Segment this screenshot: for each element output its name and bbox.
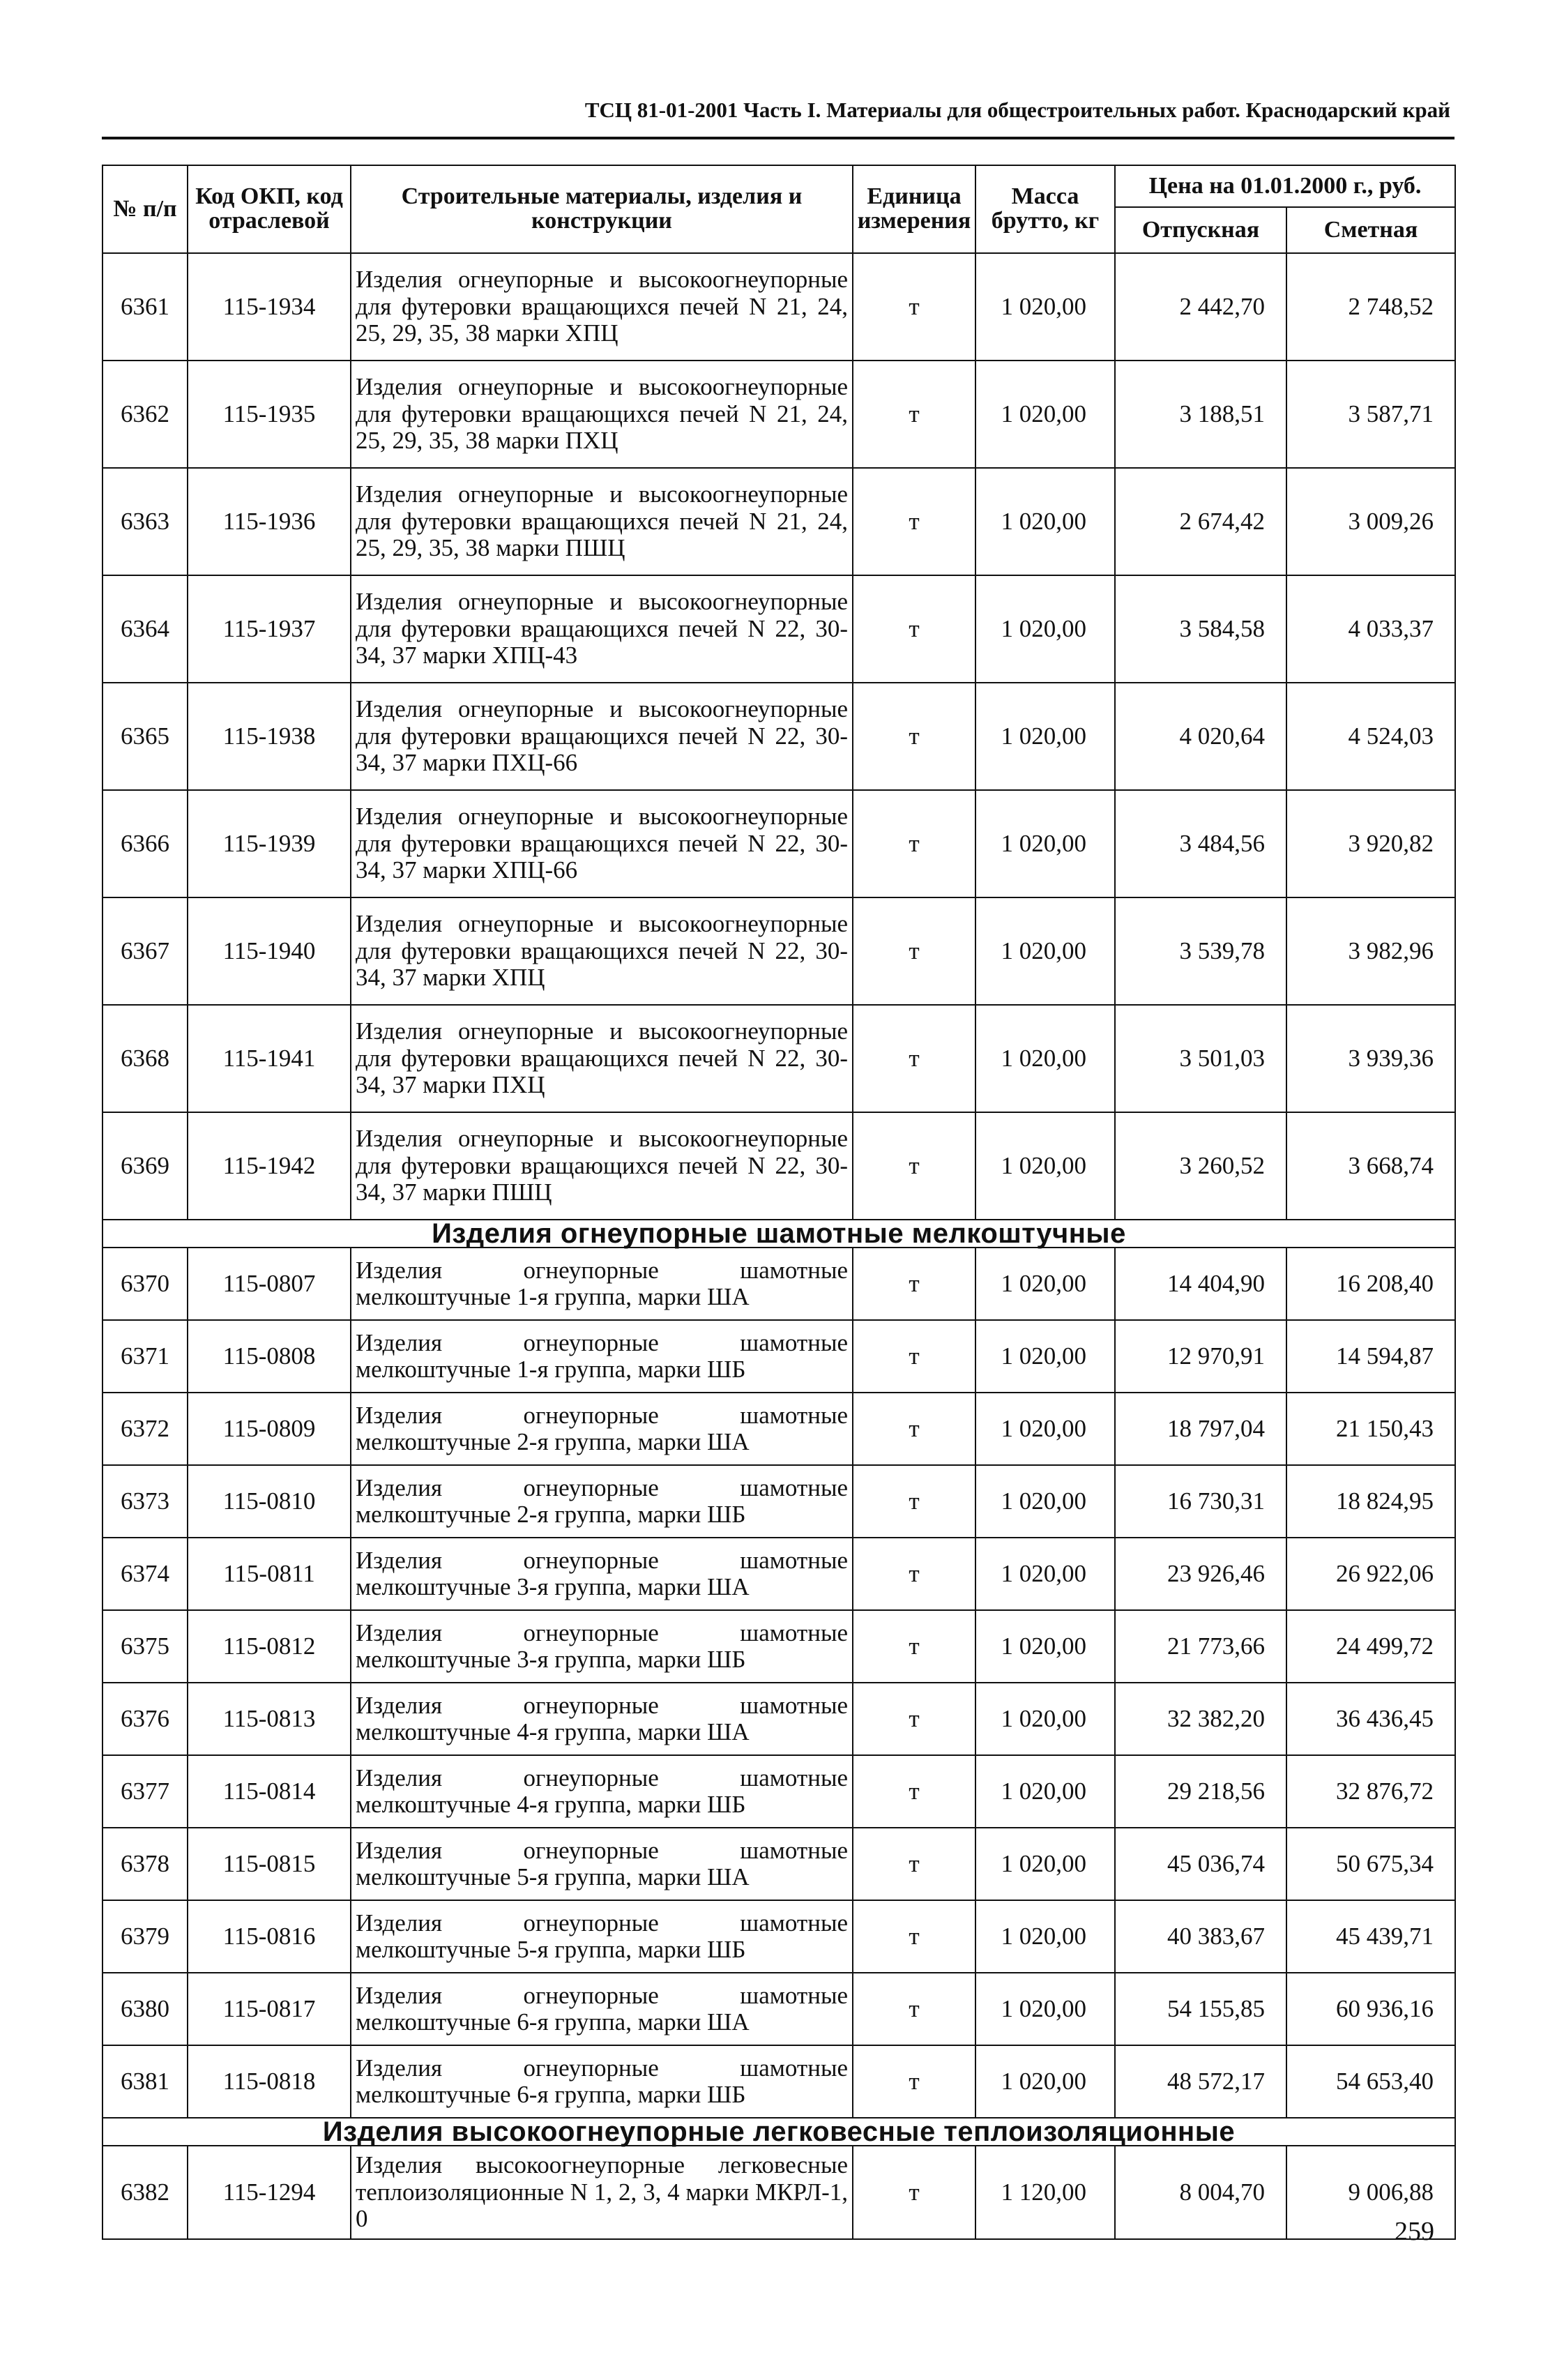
- table-row: [102, 361, 1455, 468]
- release-price: 3 260,52: [1115, 1112, 1286, 1220]
- release-price: 2 442,70: [1115, 253, 1286, 361]
- release-price: 3 501,03: [1115, 1005, 1286, 1112]
- release-price: 21 773,66: [1115, 1610, 1286, 1683]
- material-description: Изделия огнеупорные шамотные мелкоштучные 6-я группа, марки ША: [351, 1973, 853, 2045]
- col-price-group-header: Цена на 01.01.2000 г., руб.: [1115, 165, 1455, 207]
- okp-code: 115-0809: [188, 1393, 351, 1465]
- row-number: 6367: [102, 897, 188, 1005]
- gross-mass: 1 020,00: [975, 1320, 1115, 1393]
- table-row: [102, 1320, 1455, 1393]
- table-row: [102, 1112, 1455, 1220]
- release-price: 4 020,64: [1115, 683, 1286, 790]
- gross-mass: 1 020,00: [975, 1683, 1115, 1755]
- okp-code: 115-1938: [188, 683, 351, 790]
- material-description: Изделия огнеупорные шамотные мелкоштучные 6-я группа, марки ШБ: [351, 2045, 853, 2118]
- col-estimate-price-header: Сметная: [1286, 207, 1455, 253]
- row-number: 6380: [102, 1973, 188, 2045]
- estimate-price: 9 006,88: [1286, 2146, 1455, 2239]
- estimate-price: 54 653,40: [1286, 2045, 1455, 2118]
- table-row: [102, 1538, 1455, 1610]
- unit-of-measure: т: [853, 897, 975, 1005]
- okp-code: 115-0808: [188, 1320, 351, 1393]
- rows-group-c: [102, 2146, 1455, 2239]
- estimate-price: 16 208,40: [1286, 1248, 1455, 1320]
- table-row: [102, 790, 1455, 897]
- table-row: [102, 2045, 1455, 2118]
- row-number: 6362: [102, 361, 188, 468]
- section-c: [102, 2118, 1455, 2146]
- price-table: [102, 165, 1456, 2240]
- material-description: Изделия огнеупорные и высокоогнеупорные для футеровки вращающихся печей N 21, 24, 25, 29, 35, 38 марки ХПЦ: [351, 253, 853, 361]
- okp-code: 115-1294: [188, 2146, 351, 2239]
- unit-of-measure: т: [853, 1538, 975, 1610]
- gross-mass: 1 020,00: [975, 1900, 1115, 1973]
- unit-of-measure: т: [853, 1900, 975, 1973]
- okp-code: 115-0810: [188, 1465, 351, 1538]
- release-price: 48 572,17: [1115, 2045, 1286, 2118]
- table-row: [102, 683, 1455, 790]
- estimate-price: 3 587,71: [1286, 361, 1455, 468]
- estimate-price: 24 499,72: [1286, 1610, 1455, 1683]
- unit-of-measure: т: [853, 361, 975, 468]
- okp-code: 115-0817: [188, 1973, 351, 2045]
- unit-of-measure: т: [853, 2146, 975, 2239]
- row-number: 6373: [102, 1465, 188, 1538]
- table-row: [102, 1005, 1455, 1112]
- release-price: 8 004,70: [1115, 2146, 1286, 2239]
- okp-code: 115-1940: [188, 897, 351, 1005]
- row-number: 6382: [102, 2146, 188, 2239]
- unit-of-measure: т: [853, 1393, 975, 1465]
- row-number: 6370: [102, 1248, 188, 1320]
- okp-code: 115-0814: [188, 1755, 351, 1828]
- release-price: 3 584,58: [1115, 575, 1286, 683]
- release-price: 14 404,90: [1115, 1248, 1286, 1320]
- table-row: [102, 1755, 1455, 1828]
- estimate-price: 3 009,26: [1286, 468, 1455, 575]
- unit-of-measure: т: [853, 683, 975, 790]
- page-number: 259: [1395, 2217, 1434, 2246]
- material-description: Изделия огнеупорные и высокоогнеупорные для футеровки вращающихся печей N 22, 30-34, 37 марки ПХЦ-66: [351, 683, 853, 790]
- row-number: 6365: [102, 683, 188, 790]
- unit-of-measure: т: [853, 1248, 975, 1320]
- release-price: 54 155,85: [1115, 1973, 1286, 2045]
- gross-mass: 1 020,00: [975, 683, 1115, 790]
- running-header: ТСЦ 81-01-2001 Часть I. Материалы для общестроительных работ. Краснодарский край: [584, 98, 1450, 122]
- gross-mass: 1 020,00: [975, 1755, 1115, 1828]
- gross-mass: 1 020,00: [975, 2045, 1115, 2118]
- okp-code: 115-0815: [188, 1828, 351, 1900]
- estimate-price: 32 876,72: [1286, 1755, 1455, 1828]
- material-description: Изделия огнеупорные шамотные мелкоштучные 5-я группа, марки ША: [351, 1828, 853, 1900]
- material-description: Изделия огнеупорные шамотные мелкоштучные 3-я группа, марки ШБ: [351, 1610, 853, 1683]
- section-b: [102, 1220, 1455, 1248]
- gross-mass: 1 020,00: [975, 1248, 1115, 1320]
- release-price: 29 218,56: [1115, 1755, 1286, 1828]
- estimate-price: 14 594,87: [1286, 1320, 1455, 1393]
- unit-of-measure: т: [853, 253, 975, 361]
- material-description: Изделия высокоогнеупорные легковесные теплоизоляционные N 1, 2, 3, 4 марки МКРЛ-1, 0: [351, 2146, 853, 2239]
- release-price: 3 188,51: [1115, 361, 1286, 468]
- release-price: 40 383,67: [1115, 1900, 1286, 1973]
- estimate-price: 21 150,43: [1286, 1393, 1455, 1465]
- release-price: 32 382,20: [1115, 1683, 1286, 1755]
- unit-of-measure: т: [853, 1683, 975, 1755]
- col-code-header: Код ОКП, код отраслевой: [188, 165, 351, 253]
- row-number: 6378: [102, 1828, 188, 1900]
- estimate-price: 3 920,82: [1286, 790, 1455, 897]
- table-row: [102, 2146, 1455, 2239]
- header-rule: [102, 137, 1455, 139]
- unit-of-measure: т: [853, 1320, 975, 1393]
- row-number: 6375: [102, 1610, 188, 1683]
- row-number: 6366: [102, 790, 188, 897]
- unit-of-measure: т: [853, 1112, 975, 1220]
- row-number: 6364: [102, 575, 188, 683]
- unit-of-measure: т: [853, 1610, 975, 1683]
- gross-mass: 1 020,00: [975, 1112, 1115, 1220]
- release-price: 16 730,31: [1115, 1465, 1286, 1538]
- material-description: Изделия огнеупорные и высокоогнеупорные для футеровки вращающихся печей N 21, 24, 25, 29, 35, 38 марки ПШЦ: [351, 468, 853, 575]
- estimate-price: 50 675,34: [1286, 1828, 1455, 1900]
- col-release-price-header: Отпускная: [1115, 207, 1286, 253]
- col-num-header: № п/п: [102, 165, 188, 253]
- material-description: Изделия огнеупорные и высокоогнеупорные для футеровки вращающихся печей N 21, 24, 25, 29, 35, 38 марки ПХЦ: [351, 361, 853, 468]
- table-row: [102, 1610, 1455, 1683]
- release-price: 3 484,56: [1115, 790, 1286, 897]
- estimate-price: 4 033,37: [1286, 575, 1455, 683]
- gross-mass: 1 020,00: [975, 1610, 1115, 1683]
- material-description: Изделия огнеупорные шамотные мелкоштучные 1-я группа, марки ША: [351, 1248, 853, 1320]
- gross-mass: 1 020,00: [975, 1465, 1115, 1538]
- okp-code: 115-0818: [188, 2045, 351, 2118]
- table-row: [102, 1465, 1455, 1538]
- estimate-price: 3 939,36: [1286, 1005, 1455, 1112]
- okp-code: 115-1939: [188, 790, 351, 897]
- material-description: Изделия огнеупорные и высокоогнеупорные для футеровки вращающихся печей N 22, 30-34, 37 марки ПШЦ: [351, 1112, 853, 1220]
- release-price: 2 674,42: [1115, 468, 1286, 575]
- estimate-price: 2 748,52: [1286, 253, 1455, 361]
- unit-of-measure: т: [853, 1828, 975, 1900]
- okp-code: 115-0807: [188, 1248, 351, 1320]
- table-row: [102, 1828, 1455, 1900]
- okp-code: 115-0812: [188, 1610, 351, 1683]
- estimate-price: 18 824,95: [1286, 1465, 1455, 1538]
- release-price: 23 926,46: [1115, 1538, 1286, 1610]
- okp-code: 115-1941: [188, 1005, 351, 1112]
- material-description: Изделия огнеупорные и высокоогнеупорные для футеровки вращающихся печей N 22, 30-34, 37 марки ХПЦ-66: [351, 790, 853, 897]
- table-row: [102, 253, 1455, 361]
- okp-code: 115-0816: [188, 1900, 351, 1973]
- gross-mass: 1 120,00: [975, 2146, 1115, 2239]
- material-description: Изделия огнеупорные шамотные мелкоштучные 1-я группа, марки ШБ: [351, 1320, 853, 1393]
- table-row: [102, 1900, 1455, 1973]
- row-number: 6379: [102, 1900, 188, 1973]
- okp-code: 115-0813: [188, 1683, 351, 1755]
- unit-of-measure: т: [853, 1465, 975, 1538]
- row-number: 6369: [102, 1112, 188, 1220]
- estimate-price: 3 982,96: [1286, 897, 1455, 1005]
- gross-mass: 1 020,00: [975, 1005, 1115, 1112]
- table-row: [102, 1393, 1455, 1465]
- estimate-price: 60 936,16: [1286, 1973, 1455, 2045]
- material-description: Изделия огнеупорные шамотные мелкоштучные 4-я группа, марки ШБ: [351, 1755, 853, 1828]
- unit-of-measure: т: [853, 1755, 975, 1828]
- table-row: [102, 1248, 1455, 1320]
- release-price: 45 036,74: [1115, 1828, 1286, 1900]
- col-mass-header: Масса брутто, кг: [975, 165, 1115, 253]
- release-price: 12 970,91: [1115, 1320, 1286, 1393]
- gross-mass: 1 020,00: [975, 575, 1115, 683]
- material-description: Изделия огнеупорные шамотные мелкоштучные 5-я группа, марки ШБ: [351, 1900, 853, 1973]
- row-number: 6368: [102, 1005, 188, 1112]
- rows-group-a: [102, 253, 1455, 1220]
- gross-mass: 1 020,00: [975, 1973, 1115, 2045]
- material-description: Изделия огнеупорные шамотные мелкоштучные 3-я группа, марки ША: [351, 1538, 853, 1610]
- col-unit-header: Единица измерения: [853, 165, 975, 253]
- section-b-title: Изделия огнеупорные шамотные мелкоштучные: [102, 1220, 1455, 1248]
- unit-of-measure: т: [853, 468, 975, 575]
- row-number: 6363: [102, 468, 188, 575]
- unit-of-measure: т: [853, 575, 975, 683]
- section-c-title: Изделия высокоогнеупорные легковесные теплоизоляционные: [102, 2118, 1455, 2146]
- row-number: 6371: [102, 1320, 188, 1393]
- gross-mass: 1 020,00: [975, 361, 1115, 468]
- material-description: Изделия огнеупорные шамотные мелкоштучные 2-я группа, марки ША: [351, 1393, 853, 1465]
- row-number: 6374: [102, 1538, 188, 1610]
- table-row: [102, 897, 1455, 1005]
- row-number: 6376: [102, 1683, 188, 1755]
- okp-code: 115-0811: [188, 1538, 351, 1610]
- gross-mass: 1 020,00: [975, 1393, 1115, 1465]
- release-price: 3 539,78: [1115, 897, 1286, 1005]
- okp-code: 115-1936: [188, 468, 351, 575]
- gross-mass: 1 020,00: [975, 253, 1115, 361]
- estimate-price: 4 524,03: [1286, 683, 1455, 790]
- gross-mass: 1 020,00: [975, 1828, 1115, 1900]
- okp-code: 115-1935: [188, 361, 351, 468]
- gross-mass: 1 020,00: [975, 1538, 1115, 1610]
- col-name-header: Строительные материалы, изделия и конструкции: [351, 165, 853, 253]
- estimate-price: 45 439,71: [1286, 1900, 1455, 1973]
- estimate-price: 36 436,45: [1286, 1683, 1455, 1755]
- okp-code: 115-1934: [188, 253, 351, 361]
- unit-of-measure: т: [853, 790, 975, 897]
- material-description: Изделия огнеупорные и высокоогнеупорные для футеровки вращающихся печей N 22, 30-34, 37 марки ХПЦ-43: [351, 575, 853, 683]
- gross-mass: 1 020,00: [975, 897, 1115, 1005]
- row-number: 6361: [102, 253, 188, 361]
- table-row: [102, 468, 1455, 575]
- material-description: Изделия огнеупорные шамотные мелкоштучные 2-я группа, марки ШБ: [351, 1465, 853, 1538]
- unit-of-measure: т: [853, 1005, 975, 1112]
- row-number: 6377: [102, 1755, 188, 1828]
- estimate-price: 26 922,06: [1286, 1538, 1455, 1610]
- okp-code: 115-1942: [188, 1112, 351, 1220]
- table-row: [102, 1683, 1455, 1755]
- okp-code: 115-1937: [188, 575, 351, 683]
- release-price: 18 797,04: [1115, 1393, 1286, 1465]
- material-description: Изделия огнеупорные и высокоогнеупорные для футеровки вращающихся печей N 22, 30-34, 37 марки ПХЦ: [351, 1005, 853, 1112]
- material-description: Изделия огнеупорные шамотные мелкоштучные 4-я группа, марки ША: [351, 1683, 853, 1755]
- row-number: 6381: [102, 2045, 188, 2118]
- material-description: Изделия огнеупорные и высокоогнеупорные для футеровки вращающихся печей N 22, 30-34, 37 марки ХПЦ: [351, 897, 853, 1005]
- table-row: [102, 575, 1455, 683]
- table-row: [102, 1973, 1455, 2045]
- gross-mass: 1 020,00: [975, 468, 1115, 575]
- unit-of-measure: т: [853, 1973, 975, 2045]
- gross-mass: 1 020,00: [975, 790, 1115, 897]
- estimate-price: 3 668,74: [1286, 1112, 1455, 1220]
- unit-of-measure: т: [853, 2045, 975, 2118]
- rows-group-b: [102, 1248, 1455, 2118]
- row-number: 6372: [102, 1393, 188, 1465]
